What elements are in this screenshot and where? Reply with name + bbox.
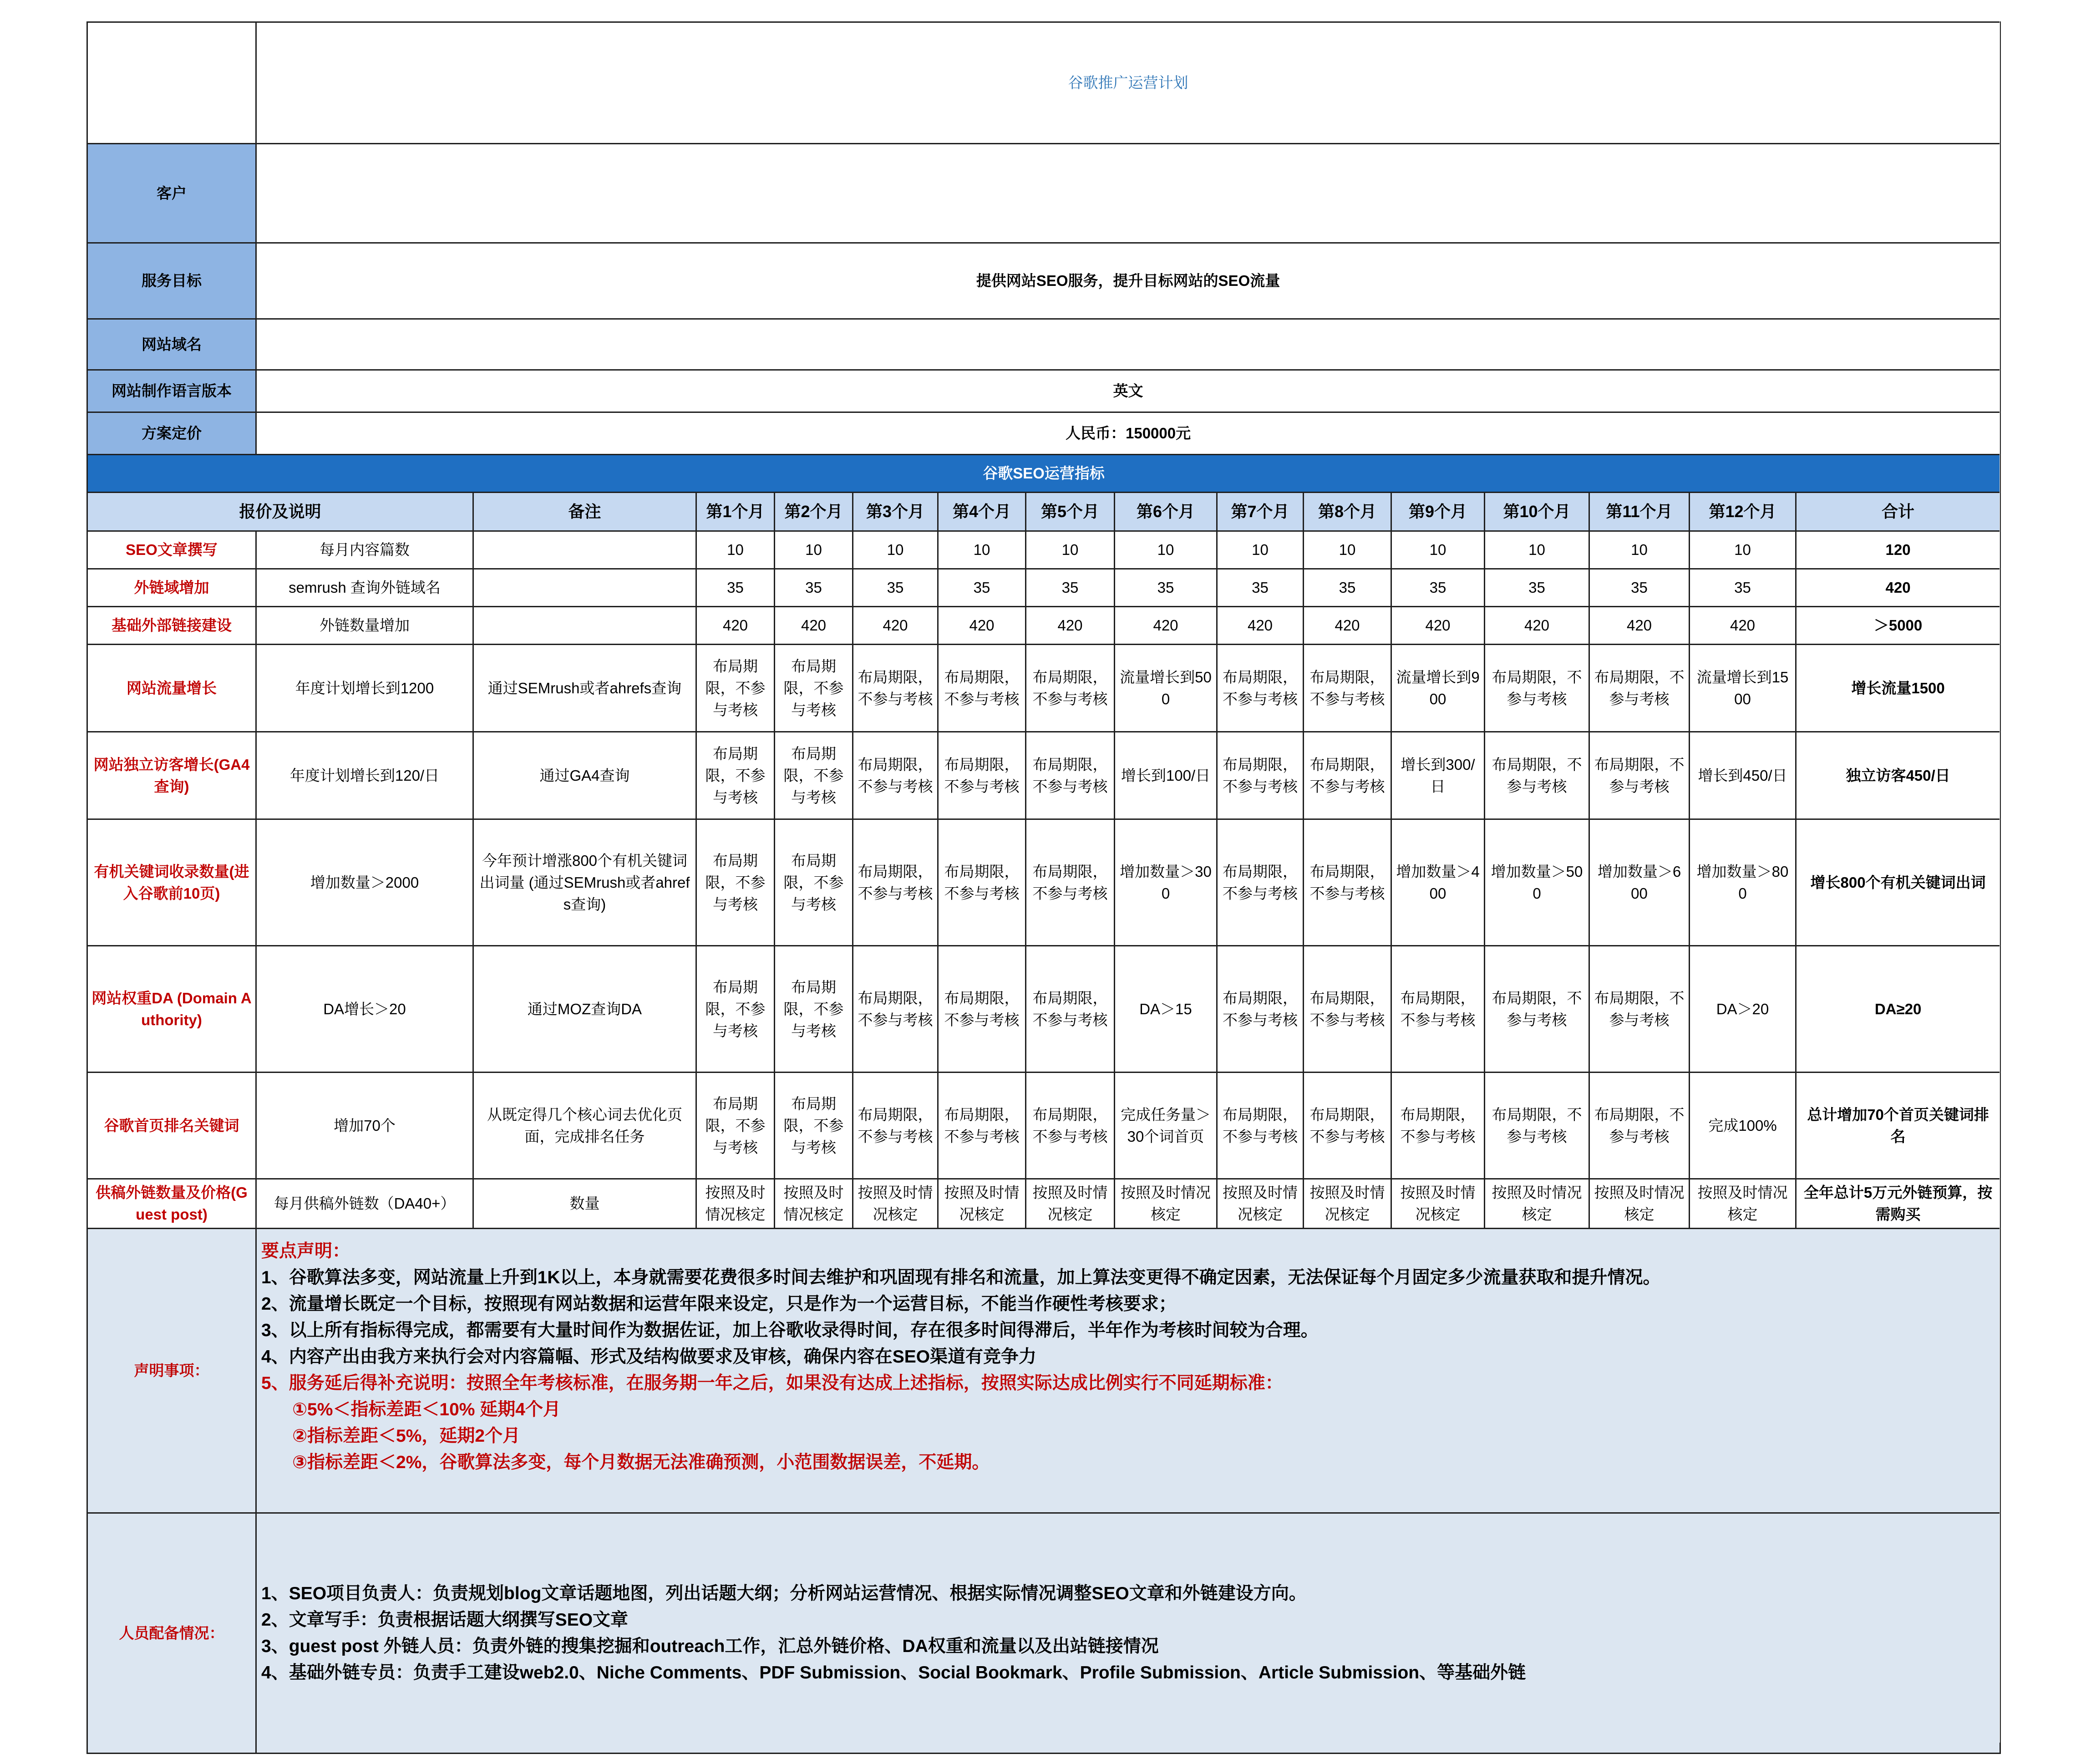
month-cell: 布局期限，不参与考核 bbox=[1026, 645, 1115, 732]
declaration-item: 2、流量增长既定一个目标，按照现有网站数据和运营年限来设定，只是作为一个运营目标，不能当作硬性考核要求； bbox=[261, 1294, 1177, 1314]
header-total: 合计 bbox=[1796, 493, 2000, 531]
header-month-3: 第3个月 bbox=[853, 493, 938, 531]
row-desc: 每月供稿外链数（DA40+） bbox=[256, 1179, 473, 1229]
month-cell: 布局期限，不参与考核 bbox=[775, 645, 853, 732]
month-cell: 布局期限，不参与考核 bbox=[853, 946, 938, 1073]
month-cell: 420 bbox=[1391, 607, 1485, 645]
month-cell: 布局期限，不参与考核 bbox=[1304, 1073, 1391, 1179]
month-cell: 35 bbox=[1304, 569, 1391, 607]
month-cell: 布局期限，不参与考核 bbox=[775, 819, 853, 946]
declaration-sub-item: ②指标差距＜5%，延期2个月 bbox=[292, 1426, 521, 1446]
row-desc: 增加70个 bbox=[256, 1073, 473, 1179]
month-cell: 布局期限，不参与考核 bbox=[696, 946, 775, 1073]
month-cell: 布局期限，不参与考核 bbox=[1589, 946, 1690, 1073]
month-cell: 布局期限，不参与考核 bbox=[775, 1073, 853, 1179]
month-cell: 完成100% bbox=[1690, 1073, 1796, 1179]
month-cell: 流量增长到1500 bbox=[1690, 645, 1796, 732]
month-cell: 10 bbox=[696, 531, 775, 569]
month-cell: 10 bbox=[1485, 531, 1589, 569]
row-desc: semrush 查询外链域名 bbox=[256, 569, 473, 607]
month-cell: 按照及时情况核定 bbox=[938, 1179, 1026, 1229]
month-cell: 按照及时情况核定 bbox=[1391, 1179, 1485, 1229]
table-row bbox=[87, 732, 2000, 819]
month-cell: 10 bbox=[1026, 531, 1115, 569]
month-cell: 按照及时情况核定 bbox=[1589, 1179, 1690, 1229]
row-remark: 数量 bbox=[473, 1179, 696, 1229]
month-cell: 布局期限，不参与考核 bbox=[938, 946, 1026, 1073]
staff-label: 人员配备情况： bbox=[87, 1513, 256, 1754]
month-cell: 布局期限，不参与考核 bbox=[1026, 732, 1115, 819]
row-total: 独立访客450/日 bbox=[1796, 732, 2000, 819]
declaration-row bbox=[87, 1229, 2000, 1513]
month-cell: 按照及时情况核定 bbox=[1217, 1179, 1304, 1229]
month-cell: 布局期限，不参与考核 bbox=[1485, 732, 1589, 819]
month-cell: 增加数量＞300 bbox=[1115, 819, 1217, 946]
month-cell: 布局期限，不参与考核 bbox=[1391, 946, 1485, 1073]
month-cell: 布局期限，不参与考核 bbox=[696, 645, 775, 732]
month-cell: 420 bbox=[938, 607, 1026, 645]
month-cell: 增长到100/日 bbox=[1115, 732, 1217, 819]
row-label: 网站流量增长 bbox=[87, 645, 256, 732]
month-cell: 增长到450/日 bbox=[1690, 732, 1796, 819]
header-month-2: 第2个月 bbox=[775, 493, 853, 531]
staff-content bbox=[256, 1513, 2000, 1754]
row-desc: 外链数量增加 bbox=[256, 607, 473, 645]
month-cell: 布局期限，不参与考核 bbox=[938, 1073, 1026, 1179]
month-cell: 布局期限，不参与考核 bbox=[1485, 946, 1589, 1073]
row-remark: 今年预计增涨800个有机关键词出词量 (通过SEMrush或者ahrefs查询) bbox=[473, 819, 696, 946]
row-remark bbox=[473, 531, 696, 569]
month-cell: 10 bbox=[1690, 531, 1796, 569]
month-cell: 35 bbox=[696, 569, 775, 607]
header-month-8: 第8个月 bbox=[1304, 493, 1391, 531]
price-label: 方案定价 bbox=[87, 412, 256, 455]
declaration-content bbox=[256, 1229, 2000, 1513]
staff-item: 1、SEO项目负责人：负责规划blog文章话题地图，列出话题大纲；分析网站运营情况、根据实际情况调整SEO文章和外链建设方向。 bbox=[261, 1583, 1307, 1603]
month-cell: 布局期限，不参与考核 bbox=[853, 732, 938, 819]
header-month-10: 第10个月 bbox=[1485, 493, 1589, 531]
month-cell: 布局期限，不参与考核 bbox=[1026, 1073, 1115, 1179]
month-cell: 布局期限，不参与考核 bbox=[1217, 645, 1304, 732]
month-cell: 10 bbox=[1391, 531, 1485, 569]
goal-value: 提供网站SEO服务，提升目标网站的SEO流量 bbox=[256, 243, 2000, 319]
row-desc: 年度计划增长到1200 bbox=[256, 645, 473, 732]
declaration-heading: 要点声明： bbox=[261, 1241, 350, 1261]
month-cell: 10 bbox=[1304, 531, 1391, 569]
declaration-sub-item: ③指标差距＜2%，谷歌算法多变，每个月数据无法准确预测，小范围数据误差，不延期。 bbox=[292, 1453, 990, 1472]
section-title: 谷歌SEO运营指标 bbox=[87, 455, 2000, 493]
header-month-7: 第7个月 bbox=[1217, 493, 1304, 531]
month-cell: 流量增长到900 bbox=[1391, 645, 1485, 732]
month-cell: 布局期限，不参与考核 bbox=[1217, 946, 1304, 1073]
month-cell: 420 bbox=[1026, 607, 1115, 645]
row-total: 增长流量1500 bbox=[1796, 645, 2000, 732]
staff-item: 3、guest post 外链人员：负责外链的搜集挖掘和outreach工作，汇总外链价格、DA权重和流量以及出站链接情况 bbox=[261, 1636, 1159, 1656]
month-cell: 按照及时情况核定 bbox=[1115, 1179, 1217, 1229]
header-month-1: 第1个月 bbox=[696, 493, 775, 531]
row-total: 全年总计5万元外链预算，按需购买 bbox=[1796, 1179, 2000, 1229]
header-month-12: 第12个月 bbox=[1690, 493, 1796, 531]
month-cell: 布局期限，不参与考核 bbox=[1589, 1073, 1690, 1179]
month-cell: 10 bbox=[853, 531, 938, 569]
table-row bbox=[87, 645, 2000, 732]
month-cell: 布局期限，不参与考核 bbox=[853, 645, 938, 732]
table-row bbox=[87, 531, 2000, 569]
table-row bbox=[87, 819, 2000, 946]
language-label: 网站制作语言版本 bbox=[87, 370, 256, 412]
month-cell: 布局期限，不参与考核 bbox=[696, 732, 775, 819]
month-cell: 布局期限，不参与考核 bbox=[1589, 732, 1690, 819]
row-label: 外链域增加 bbox=[87, 569, 256, 607]
month-cell: 35 bbox=[1589, 569, 1690, 607]
row-remark: 从既定得几个核心词去优化页面，完成排名任务 bbox=[473, 1073, 696, 1179]
row-remark: 通过SEMrush或者ahrefs查询 bbox=[473, 645, 696, 732]
month-cell: 增加数量＞600 bbox=[1589, 819, 1690, 946]
month-cell: 10 bbox=[1217, 531, 1304, 569]
month-cell: 布局期限，不参与考核 bbox=[1391, 1073, 1485, 1179]
month-cell: 布局期限，不参与考核 bbox=[1589, 645, 1690, 732]
price-value: 人民币：150000元 bbox=[256, 412, 2000, 455]
month-cell: 420 bbox=[1304, 607, 1391, 645]
month-cell: 完成任务量＞30个词首页 bbox=[1115, 1073, 1217, 1179]
header-quote: 报价及说明 bbox=[87, 493, 473, 531]
month-cell: 35 bbox=[1391, 569, 1485, 607]
row-remark bbox=[473, 569, 696, 607]
month-cell: 布局期限，不参与考核 bbox=[1304, 732, 1391, 819]
month-cell: 布局期限，不参与考核 bbox=[853, 1073, 938, 1179]
month-cell: 420 bbox=[1589, 607, 1690, 645]
row-total: 420 bbox=[1796, 569, 2000, 607]
table-header-row bbox=[87, 493, 2000, 531]
month-cell: 按照及时情况核定 bbox=[853, 1179, 938, 1229]
month-cell: 布局期限，不参与考核 bbox=[1304, 645, 1391, 732]
month-cell: 35 bbox=[1690, 569, 1796, 607]
header-remark: 备注 bbox=[473, 493, 696, 531]
month-cell: 布局期限，不参与考核 bbox=[1485, 1073, 1589, 1179]
month-cell: 420 bbox=[853, 607, 938, 645]
month-cell: 流量增长到500 bbox=[1115, 645, 1217, 732]
month-cell: 布局期限，不参与考核 bbox=[696, 1073, 775, 1179]
month-cell: 35 bbox=[1485, 569, 1589, 607]
table-row bbox=[87, 1073, 2000, 1179]
month-cell: 增加数量＞800 bbox=[1690, 819, 1796, 946]
seo-plan-sheet bbox=[86, 21, 2000, 1743]
month-cell: 布局期限，不参与考核 bbox=[1026, 946, 1115, 1073]
month-cell: 35 bbox=[853, 569, 938, 607]
table-row bbox=[87, 1179, 2000, 1229]
month-cell: 布局期限，不参与考核 bbox=[1217, 732, 1304, 819]
page-title: 谷歌推广运营计划 bbox=[256, 22, 2000, 144]
header-month-5: 第5个月 bbox=[1026, 493, 1115, 531]
header-month-6: 第6个月 bbox=[1115, 493, 1217, 531]
row-total: 120 bbox=[1796, 531, 2000, 569]
month-cell: DA＞20 bbox=[1690, 946, 1796, 1073]
month-cell: 35 bbox=[1115, 569, 1217, 607]
language-value: 英文 bbox=[256, 370, 2000, 412]
row-desc: 年度计划增长到120/日 bbox=[256, 732, 473, 819]
row-label: 有机关键词收录数量(进入谷歌前10页) bbox=[87, 819, 256, 946]
declaration-item: 4、内容产出由我方来执行会对内容篇幅、形式及结构做要求及审核，确保内容在SEO渠道有竞争力 bbox=[261, 1347, 1037, 1367]
month-cell: 布局期限，不参与考核 bbox=[1217, 819, 1304, 946]
month-cell: 10 bbox=[775, 531, 853, 569]
declaration-red-item: 5、服务延后得补充说明：按照全年考核标准，在服务期一年之后，如果没有达成上述指标，按照实际达成比例实行不同延期标准： bbox=[261, 1373, 1283, 1393]
row-remark: 通过MOZ查询DA bbox=[473, 946, 696, 1073]
row-total: ＞5000 bbox=[1796, 607, 2000, 645]
month-cell: 按照及时情况核定 bbox=[696, 1179, 775, 1229]
month-cell: 布局期限，不参与考核 bbox=[1485, 645, 1589, 732]
month-cell: 布局期限，不参与考核 bbox=[775, 946, 853, 1073]
month-cell: 420 bbox=[696, 607, 775, 645]
title-corner-cell bbox=[87, 22, 256, 144]
month-cell: 35 bbox=[775, 569, 853, 607]
month-cell: DA＞15 bbox=[1115, 946, 1217, 1073]
month-cell: 按照及时情况核定 bbox=[1026, 1179, 1115, 1229]
month-cell: 按照及时情况核定 bbox=[1690, 1179, 1796, 1229]
month-cell: 布局期限，不参与考核 bbox=[775, 732, 853, 819]
month-cell: 420 bbox=[1115, 607, 1217, 645]
month-cell: 布局期限，不参与考核 bbox=[1304, 946, 1391, 1073]
month-cell: 增长到300/日 bbox=[1391, 732, 1485, 819]
row-label: 基础外部链接建设 bbox=[87, 607, 256, 645]
header-month-4: 第4个月 bbox=[938, 493, 1026, 531]
declaration-label: 声明事项： bbox=[87, 1229, 256, 1513]
month-cell: 10 bbox=[938, 531, 1026, 569]
table-row bbox=[87, 569, 2000, 607]
sheet-right-gridline bbox=[2000, 21, 2027, 1743]
row-label: 谷歌首页排名关键词 bbox=[87, 1073, 256, 1179]
month-cell: 布局期限，不参与考核 bbox=[1304, 819, 1391, 946]
staff-item: 2、文章写手：负责根据话题大纲撰写SEO文章 bbox=[261, 1610, 629, 1630]
goal-label: 服务目标 bbox=[87, 243, 256, 319]
month-cell: 布局期限，不参与考核 bbox=[938, 819, 1026, 946]
row-remark: 通过GA4查询 bbox=[473, 732, 696, 819]
month-cell: 35 bbox=[938, 569, 1026, 607]
header-month-11: 第11个月 bbox=[1589, 493, 1690, 531]
month-cell: 布局期限，不参与考核 bbox=[696, 819, 775, 946]
row-desc: 增加数量＞2000 bbox=[256, 819, 473, 946]
month-cell: 布局期限，不参与考核 bbox=[1217, 1073, 1304, 1179]
row-total: 增长800个有机关键词出词 bbox=[1796, 819, 2000, 946]
staff-item: 4、基础外链专员：负责手工建设web2.0、Niche Comments、PDF Submission、Social Bookmark、Profile Submission、Article Submission、等基础外链 bbox=[261, 1662, 1526, 1683]
declaration-sub-item: ①5%＜指标差距＜10% 延期4个月 bbox=[292, 1400, 561, 1419]
header-month-9: 第9个月 bbox=[1391, 493, 1485, 531]
month-cell: 布局期限，不参与考核 bbox=[853, 819, 938, 946]
domain-label: 网站域名 bbox=[87, 319, 256, 370]
row-label: 网站权重DA (Domain Authority) bbox=[87, 946, 256, 1073]
row-remark bbox=[473, 607, 696, 645]
plan-table bbox=[86, 21, 2001, 1754]
client-value bbox=[256, 144, 2000, 243]
row-total: DA≥20 bbox=[1796, 946, 2000, 1073]
domain-value bbox=[256, 319, 2000, 370]
month-cell: 420 bbox=[1690, 607, 1796, 645]
staff-row bbox=[87, 1513, 2000, 1754]
declaration-item: 3、以上所有指标得完成，都需要有大量时间作为数据佐证，加上谷歌收录得时间，存在很多时间得滞后，半年作为考核时间较为合理。 bbox=[261, 1321, 1319, 1340]
row-label: 网站独立访客增长(GA4查询) bbox=[87, 732, 256, 819]
row-total: 总计增加70个首页关键词排名 bbox=[1796, 1073, 2000, 1179]
month-cell: 10 bbox=[1115, 531, 1217, 569]
month-cell: 按照及时情况核定 bbox=[775, 1179, 853, 1229]
declaration-item: 1、谷歌算法多变，网站流量上升到1K以上，本身就需要花费很多时间去维护和巩固现有排名和流量，加上算法变更得不确定因素，无法保证每个月固定多少流量获取和提升情况。 bbox=[261, 1268, 1661, 1287]
client-label: 客户 bbox=[87, 144, 256, 243]
row-label: SEO文章撰写 bbox=[87, 531, 256, 569]
month-cell: 布局期限，不参与考核 bbox=[1026, 819, 1115, 946]
month-cell: 增加数量＞500 bbox=[1485, 819, 1589, 946]
row-desc: DA增长＞20 bbox=[256, 946, 473, 1073]
row-label: 供稿外链数量及价格(Guest post) bbox=[87, 1179, 256, 1229]
month-cell: 布局期限，不参与考核 bbox=[938, 645, 1026, 732]
month-cell: 420 bbox=[1217, 607, 1304, 645]
month-cell: 增加数量＞400 bbox=[1391, 819, 1485, 946]
month-cell: 35 bbox=[1217, 569, 1304, 607]
month-cell: 10 bbox=[1589, 531, 1690, 569]
month-cell: 按照及时情况核定 bbox=[1485, 1179, 1589, 1229]
month-cell: 420 bbox=[775, 607, 853, 645]
table-row bbox=[87, 607, 2000, 645]
row-desc: 每月内容篇数 bbox=[256, 531, 473, 569]
month-cell: 布局期限，不参与考核 bbox=[938, 732, 1026, 819]
month-cell: 35 bbox=[1026, 569, 1115, 607]
month-cell: 按照及时情况核定 bbox=[1304, 1179, 1391, 1229]
month-cell: 420 bbox=[1485, 607, 1589, 645]
table-row bbox=[87, 946, 2000, 1073]
